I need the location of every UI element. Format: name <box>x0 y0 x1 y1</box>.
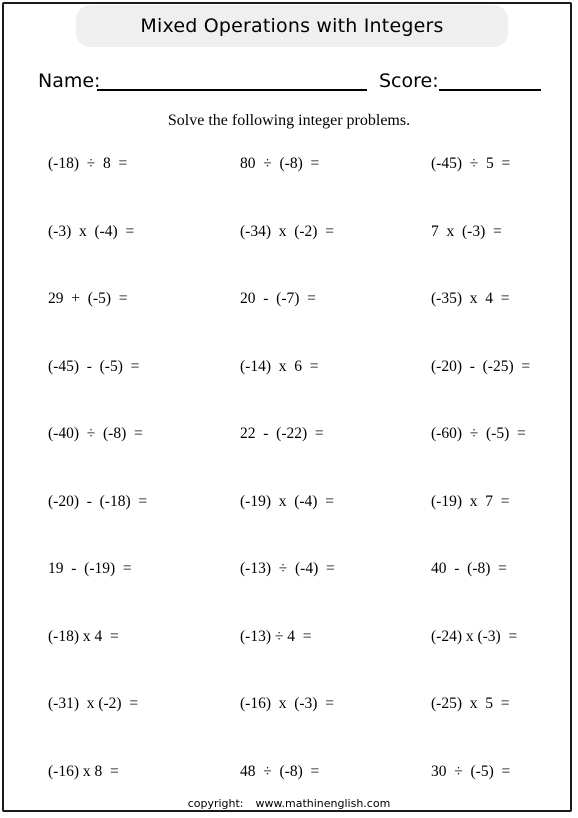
problem-r6-c2: (-19) x (-4) = <box>240 493 334 510</box>
problem-r9-c3: (-25) x 5 = <box>431 695 510 712</box>
problem-r2-c3: 7 x (-3) = <box>431 223 502 240</box>
name-label: Name: <box>38 70 101 92</box>
problem-r9-c1: (-31) x (-2) = <box>48 695 139 712</box>
problem-r3-c3: (-35) x 4 = <box>431 290 510 307</box>
score-blank-line <box>439 89 541 91</box>
problem-r10-c1: (-16) x 8 = <box>48 763 119 780</box>
problem-r2-c2: (-34) x (-2) = <box>240 223 334 240</box>
problem-r2-c1: (-3) x (-4) = <box>48 223 135 240</box>
problem-r4-c3: (-20) - (-25) = <box>431 358 531 375</box>
worksheet-title <box>76 5 508 47</box>
problem-r1-c2: 80 ÷ (-8) = <box>240 155 320 172</box>
problem-r8-c2: (-13) ÷ 4 = <box>240 628 312 645</box>
name-blank-line <box>97 89 367 91</box>
problem-r7-c3: 40 - (-8) = <box>431 560 507 577</box>
name-score-row <box>38 70 544 96</box>
copyright-label: copyright: <box>187 797 244 810</box>
problem-r5-c3: (-60) ÷ (-5) = <box>431 425 526 442</box>
problem-r3-c1: 29 + (-5) = <box>48 290 128 307</box>
problem-r7-c2: (-13) ÷ (-4) = <box>240 560 335 577</box>
problem-r5-c2: 22 - (-22) = <box>240 425 324 442</box>
problem-r4-c1: (-45) - (-5) = <box>48 358 140 375</box>
problem-r1-c3: (-45) ÷ 5 = <box>431 155 511 172</box>
worksheet-title-text: Mixed Operations with Integers <box>140 15 444 37</box>
score-label: Score: <box>379 70 439 92</box>
problem-r8-c1: (-18) x 4 = <box>48 628 119 645</box>
copyright-footer <box>0 797 578 810</box>
problem-r9-c2: (-16) x (-3) = <box>240 695 334 712</box>
problem-r10-c3: 30 ÷ (-5) = <box>431 763 511 780</box>
website-link[interactable]: www.mathinenglish.com <box>255 797 391 810</box>
problem-r6-c3: (-19) x 7 = <box>431 493 510 510</box>
problem-r7-c1: 19 - (-19) = <box>48 560 132 577</box>
problem-r6-c1: (-20) - (-18) = <box>48 493 148 510</box>
problem-r3-c2: 20 - (-7) = <box>240 290 316 307</box>
instructions: Solve the following integer problems. <box>167 112 411 129</box>
problem-r8-c3: (-24) x (-3) = <box>431 628 518 645</box>
problem-r5-c1: (-40) ÷ (-8) = <box>48 425 143 442</box>
problem-r1-c1: (-18) ÷ 8 = <box>48 155 128 172</box>
problem-r4-c2: (-14) x 6 = <box>240 358 319 375</box>
problem-r10-c2: 48 ÷ (-8) = <box>240 763 320 780</box>
